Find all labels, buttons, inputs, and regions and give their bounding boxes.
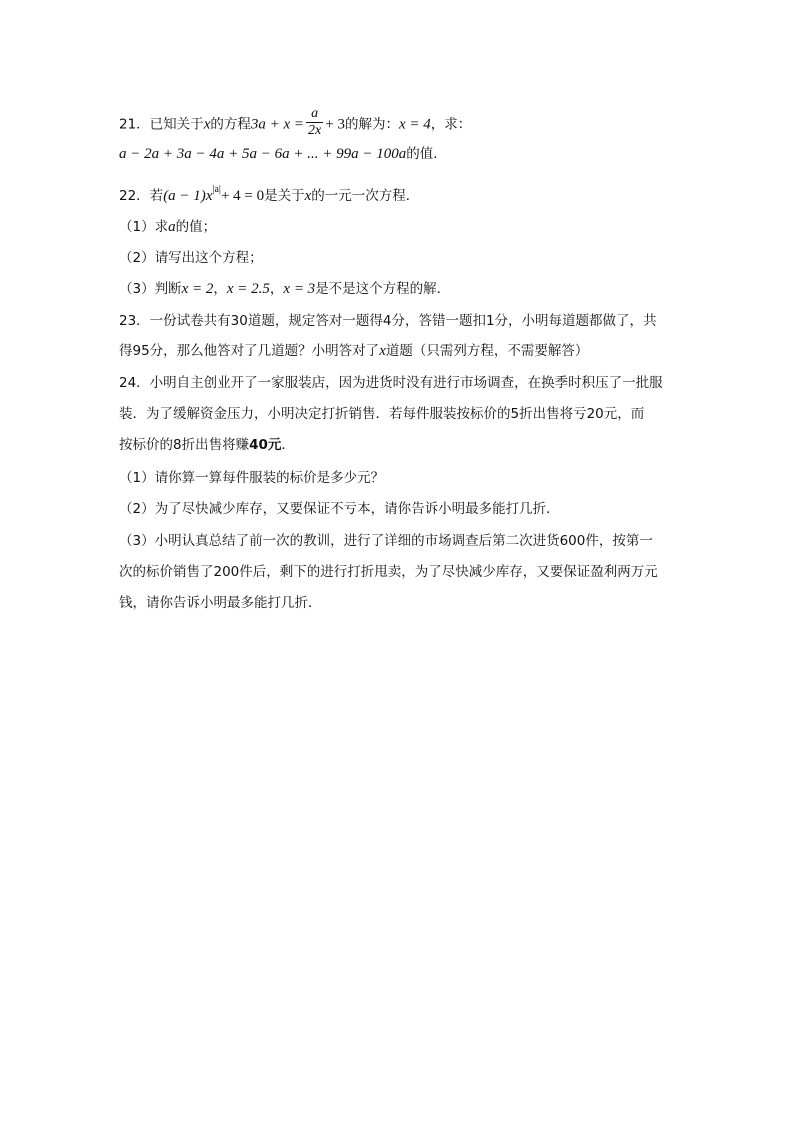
q21-var-x: x [203, 116, 211, 133]
q24-part3-line1 [119, 531, 653, 551]
q21-line2 [119, 144, 447, 164]
q22-eq-rest: + 4 = 0 [220, 188, 265, 204]
q21-eq-right: + 3 [325, 116, 345, 133]
q24-line3 [119, 435, 295, 455]
q24-text-line3b: ． [281, 437, 295, 453]
q24-part3-line2 [119, 562, 658, 582]
q24-line2 [119, 404, 644, 424]
q24-text-line1: 24．小明自主创业开了一家服装店，因为进货时没有进行市场调查，在换季时积压了一批服 [119, 375, 663, 391]
q21-expression: a − 2a + 3a − 4a + 5a − 6a + ... + 99a − 100a [119, 146, 407, 162]
q21-eq-left: 3a + x = [250, 116, 305, 133]
q21-frac-num: a [306, 106, 323, 123]
q24-p2: （2）为了尽快减少库存，又要保证不亏本，请你告诉小明最多能打几折． [119, 501, 560, 517]
q22-eq-x: x [205, 188, 213, 204]
q22-part1 [119, 217, 216, 237]
q22-p3-value2: x = 2.5 [226, 281, 270, 297]
q23-line1 [119, 311, 657, 331]
q22-p1-tail: 的值； [175, 219, 217, 235]
q22-lead: 22．若 [119, 188, 164, 204]
q24-line1 [119, 373, 663, 393]
q21-line1 [119, 108, 471, 141]
q22-p3-sep1: ， [213, 281, 227, 297]
q22-part3 [119, 279, 450, 299]
q24-p3-line2: 次的标价销售了200件后，剩下的进行打折甩卖，为了尽快减少库存，又要保证盈利两万元 [119, 564, 658, 580]
q21-fraction [306, 106, 323, 139]
q24-part1 [119, 468, 384, 488]
q22-line1 [119, 180, 419, 206]
q24-p3-line3: 钱，请你告诉小明最多能打几折． [119, 595, 322, 611]
q21-solution: x = 4 [398, 116, 431, 133]
q24-text-line3-bold: 40元 [249, 437, 282, 453]
q22-part2 [119, 248, 263, 268]
q22-eq-a: (a − 1) [163, 188, 206, 204]
q23-var-x: x [379, 343, 386, 359]
q22-eq-exponent: |a| [212, 184, 221, 195]
q22-p1-label: （1）求 [119, 219, 169, 235]
q21-lead: 21．已知关于 [119, 116, 204, 133]
q22-tail: 的一元一次方程． [311, 188, 420, 204]
q21-frac-den: 2x [308, 123, 322, 138]
q24-p1: （1）请你算一算每件服装的标价是多少元？ [119, 470, 385, 486]
q22-p3-value3: x = 3 [283, 281, 316, 297]
q21-mid2: 的解为： [344, 116, 399, 133]
q22-p3-value1: x = 2 [181, 281, 214, 297]
q22-p3-sep2: ， [269, 281, 284, 297]
q23-text-line1: 23．一份试卷共有30道题，规定答对一题得4分，答错一题扣1分，小明每道题都做了，共 [119, 313, 657, 329]
q21-mid: 的方程 [210, 116, 251, 133]
q22-p3-label: （3）判断 [119, 281, 182, 297]
q24-p3-line1: （3）小明认真总结了前一次的教训，进行了详细的市场调查后第二次进货600件，按第一 [119, 533, 653, 549]
q22-p2: （2）请写出这个方程； [119, 250, 263, 266]
q21-expression-tail: 的值． [406, 146, 447, 162]
q24-part2 [119, 499, 560, 519]
q23-line2 [119, 341, 588, 361]
q22-var-x: x [304, 188, 312, 204]
q23-text-line2b: 道题（只需列方程，不需要解答） [385, 343, 589, 359]
q24-text-line2: 装．为了缓解资金压力，小明决定打折销售．若每件服装按标价的5折出售将亏20元，而 [119, 406, 645, 422]
q21-tail: ，求： [430, 116, 472, 133]
q24-text-line3a: 按标价的8折出售将赚 [119, 437, 250, 453]
q22-p1-var: a [168, 219, 176, 235]
q22-p3-tail: 是不是这个方程的解． [315, 281, 451, 297]
q24-part3-line3 [119, 593, 322, 613]
q23-text-line2a: 得95分，那么他答对了几道题？小明答对了 [119, 343, 380, 359]
q22-mid: 是关于 [264, 188, 305, 204]
